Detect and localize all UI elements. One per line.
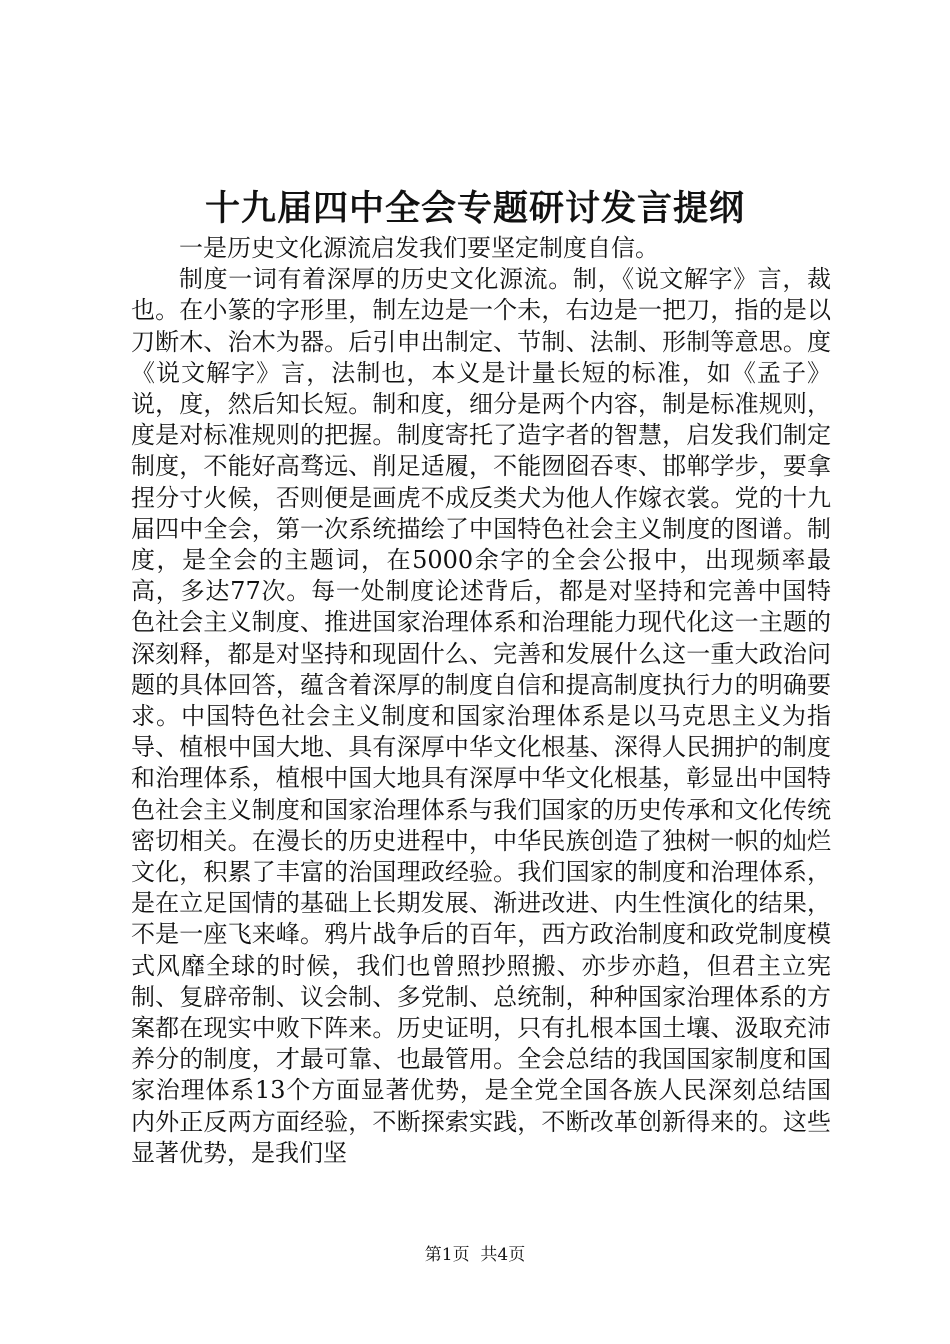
page-total: 共4页 [480, 1245, 526, 1265]
document-title: 十九届四中全会专题研讨发言提纲 [204, 188, 745, 229]
footer-spacer [470, 1245, 481, 1265]
paragraph-heading: 一是历史文化源流启发我们要坚定制度自信。 [179, 234, 659, 262]
page-footer [0, 1243, 950, 1267]
paragraph-body: 制度一词有着深厚的历史文化源流。制，《说文解字》言，裁也。在小篆的字形里，制左边是一个未，右边是一把刀，指的是以刀断木、治木为器。后引申出制定、节制、法制、形制等意思。度《说文解字》言，法制也，本义是计量长短的标准，如《孟子》说，度，然后知长短。制和度，细分是两个内容，制是标准规则，度是对标准规则的把握。制度寄托了造字者的智慧，启发我们制定制度，不能好高骛远、削足适履，不能囫囵吞枣、邯郸学步，要拿捏分寸火候，否则便是画虎不成反类犬为他人作嫁衣裳。党的十九届四中全会，第一次系统描绘了中国特色社会主义制度的图谱。制度，是全会的主题词，在5000余字的全会公报中，出现频率最高，多达77次。每一处制度论述背后，都是对坚持和完善中国特色社会主义制度、推进国家治理体系和治理能力现代化这一主题的深刻释，都是对坚持和现固什么、完善和发展什么这一重大政治问题的具体回答，蕴含着深厚的制度自信和提高制度执行力的明确要求。中国特色社会主义制度和国家治理体系是以马克思主义为指导、植根中国大地、具有深厚中华文化根基、深得人民拥护的制度和治理体系，植根中国大地具有深厚中华文化根基，彰显出中国特色社会主义制度和国家治理体系与我们国家的历史传承和文化传统密切相关。在漫长的历史进程中，中华民族创造了独树一帜的灿烂文化，积累了丰富的治国理政经验。我们国家的制度和治理体系，是在立足国情的基础上长期发展、渐进改进、内生性演化的结果，不是一座飞来峰。鸦片战争后的百年，西方政治制度和政党制度模式风靡全球的时候，我们也曾照抄照搬、亦步亦趋，但君主立宪制、复辟帝制、议会制、多党制、总统制，种种国家治理体系的方案都在现实中败下阵来。历史证明，只有扎根本国土壤、汲取充沛养分的制度，才最可靠、也最管用。全会总结的我国国家制度和国家治理体系13个方面显著优势，是全党全国各族人民深刻总结国内外正反两方面经验，不断探索实践，不断改革创新得来的。这些显著优势，是我们坚 [131, 265, 831, 1167]
page-number: 第1页 [424, 1245, 470, 1265]
document-body [131, 233, 831, 1169]
